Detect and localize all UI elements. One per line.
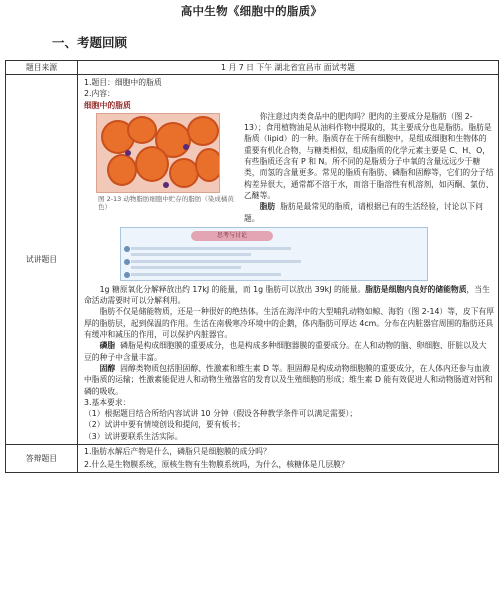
source-label: 题目来源 — [6, 61, 78, 75]
phospholipid-text: 磷脂是构成细胞膜的重要成分，也是构成多种细胞器膜的重要成分。在人和动物的脑、卵细胞、肝脏以及大豆的种子中含量丰富。 — [84, 341, 487, 362]
answer-question-2: 2.什么是生物膜系统，原核生物有生物膜系统吗，为什么，核糖体是几层膜？ — [84, 460, 349, 470]
sterol-text: 固醇类物质包括胆固醇、性激素和维生素 D 等。胆固醇是构成动物细胞膜的重要成分，在人体内还参与血液中脂质的运输；性激素能促进人和动物生殖器官的发育以及生殖细胞的形成；维生素 D 能有效促进人和动物肠道对钙和磷的吸收。 — [84, 363, 493, 396]
fat-insulation-paragraph: 脂肪不仅是储能物质，还是一种很好的绝热体。生活在海洋中的大型哺乳动物如鲸、海豹（图 2-14）等，皮下有厚厚的脂肪层，起到保温的作用。生活在南极寒冷环境中的企鹅，体内脂肪可厚达 4cm。分布在内脏器官周围的脂肪还具有缓冲和减压的作用，可以保护内脏器官。 — [84, 307, 495, 340]
answer-content — [78, 445, 499, 473]
discussion-tab: 思考与讨论 — [191, 231, 273, 241]
bullet-icon — [124, 272, 130, 278]
sterol-paragraph — [84, 363, 494, 397]
phospholipid-paragraph — [84, 340, 494, 363]
answer-label: 答辩题目 — [6, 445, 78, 473]
answer-question-1: 1.脂肪水解后产物是什么，磷脂只是细胞膜的成分吗？ — [84, 447, 271, 457]
source-value: 1 月 7 日 下午 湖北省宜昌市 面试考题 — [78, 61, 499, 75]
item-content-label: 2.内容： — [84, 89, 115, 99]
trial-label: 试讲题目 — [6, 75, 78, 445]
section-heading: 一、考题回顾 — [52, 35, 128, 50]
discussion-box — [120, 227, 428, 281]
answer-row — [6, 445, 499, 473]
bullet-icon — [124, 246, 130, 252]
item-topic: 1.题目：细胞中的脂质 — [84, 78, 162, 87]
source-row — [6, 61, 499, 75]
fat-cell-figure — [96, 113, 236, 212]
document-title: 高中生物《细胞中的脂质》 — [180, 4, 323, 18]
fat-cell-image — [96, 113, 220, 193]
energy-paragraph — [84, 284, 494, 307]
energy-text-a: 1g 糖原氧化分解释放出约 17kJ 的能量，而 1g 脂肪可以放出 39kJ 的能量。 — [99, 284, 366, 294]
intro-paragraph: 你注意过肉类食品中的肥肉吗？肥肉的主要成分是脂肪（图 2-13）；食用植物油是从油料作物中提取的，其主要成分也是脂肪。脂肪是脂质（lipid）的一种。脂质存在于所有细胞中，是组成细胞和生物体的重要有机化合物，与糖类相似，组成脂质的化学元素主要是 C、H、O，有些脂质还含有 P 和 N。所不同的是脂质分子中氧的含量远远少于糖类，而氢的含量更多。常见的脂质有脂肪、磷脂和固醇等，它们的分子结构差异很大，通常都不溶于水，而溶于脂溶性有机溶剂，如丙酮、氯仿、乙醚等。 — [244, 111, 494, 200]
energy-text-bold: 脂肪是细胞内良好的储能物质 — [365, 284, 467, 294]
requirements-heading: 3.基本要求： — [84, 397, 131, 407]
trial-row — [6, 75, 499, 445]
exam-table — [5, 60, 499, 473]
textbook-heading: 细胞中的脂质 — [84, 100, 131, 110]
figure-caption: 图 2-13 动物脂肪细胞中贮存的脂肪（染成橘黄色） — [98, 194, 234, 212]
fat-term: 脂肪 — [259, 202, 276, 212]
requirement-1: （1）根据题目结合所给内容试讲 10 分钟（假设各种教学条件可以满足需要）； — [84, 409, 358, 419]
bullet-icon — [124, 259, 130, 265]
fat-text: 脂肪是最常见的脂质，请根据已有的生活经验，讨论以下问题。 — [244, 202, 483, 223]
sterol-term: 固醇 — [99, 363, 116, 373]
requirement-2: （2）试讲中要有情境创设和提问，要有板书； — [84, 420, 245, 430]
trial-content — [78, 75, 499, 445]
requirement-3: （3）试讲要联系生活实际。 — [84, 431, 183, 441]
energy-text-c: ，当生命活动需要时可以分解利用。 — [84, 284, 490, 306]
phospholipid-term: 磷脂 — [99, 341, 116, 351]
